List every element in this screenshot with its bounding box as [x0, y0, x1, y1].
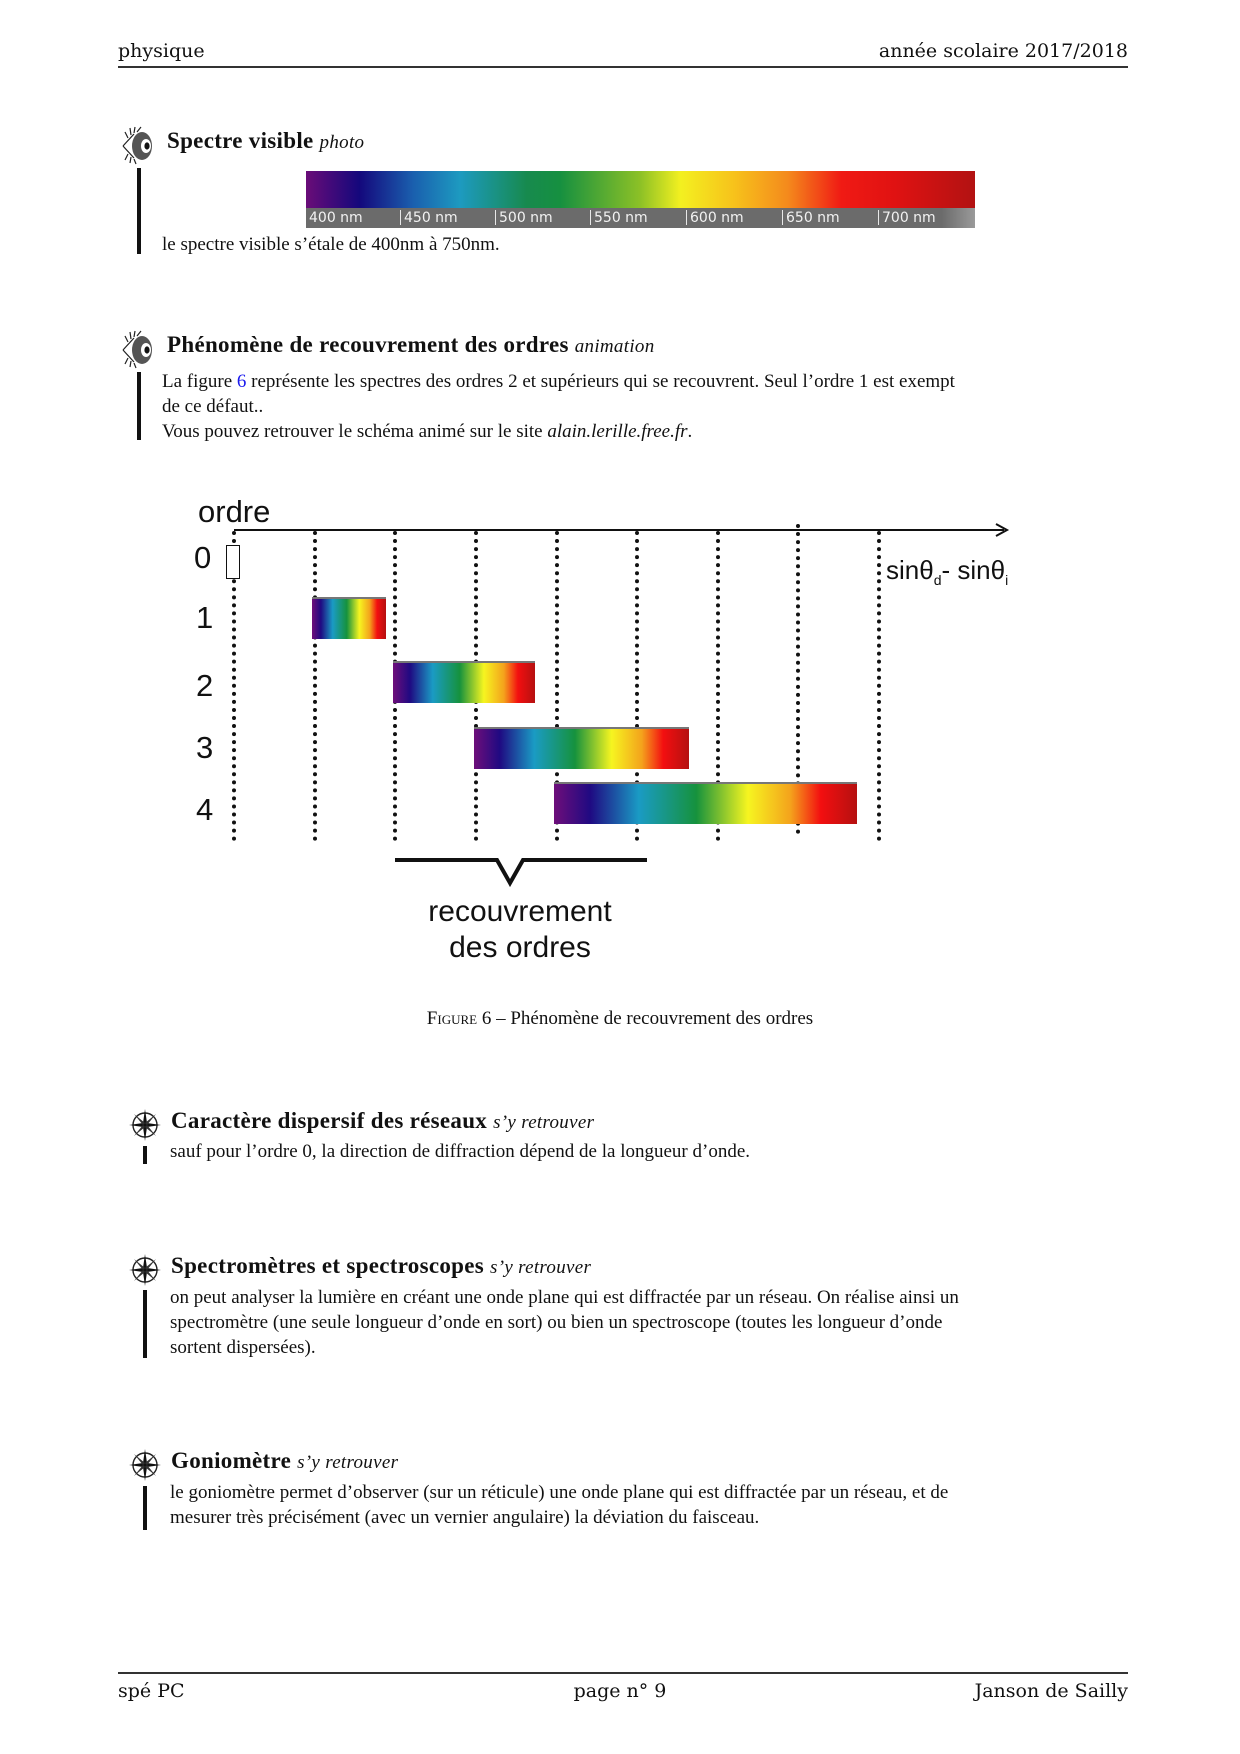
order-label-1: 1 — [196, 600, 214, 635]
spectrum-colors — [306, 171, 975, 208]
section-bar — [143, 1290, 147, 1358]
spectrum-scale — [306, 208, 975, 228]
section-bar — [143, 1486, 147, 1530]
section-bar — [137, 372, 141, 440]
tick-label: 600 nm — [690, 210, 744, 226]
tick-label: 550 nm — [594, 210, 648, 226]
footer-center: page n° 9 — [573, 1680, 667, 1702]
order-label-0: 0 — [194, 540, 212, 575]
section-title-recouvrement: Phénomène de recouvrement des ordres animation — [167, 332, 655, 357]
section-text: on peut analyser la lumière en créant une onde plane qui est diffractée par un réseau. On réalise ainsi un spectromètre (une seule longueur d’onde en sort) ou bien un spectroscope (toutes les longueur d’onde sortent dispersées). — [170, 1287, 959, 1358]
order-1-spectrum — [312, 597, 386, 639]
section-tag[interactable]: s’y retrouver — [297, 1452, 399, 1473]
section-title-caractere-dispersif: Caractère dispersif des réseaux s’y retrouver — [171, 1108, 595, 1133]
compass-rose-icon — [128, 1448, 162, 1482]
order-0-spectrum — [226, 545, 240, 579]
y-axis-label: ordre — [198, 494, 271, 529]
section-title-goniometre: Goniomètre s’y retrouver — [171, 1448, 399, 1473]
site-name: alain.lerille.free.fr — [547, 421, 688, 442]
x-axis-label: sinθ$_d$- sinθ$_i$ — [886, 555, 1009, 589]
footer-right: Janson de Sailly — [974, 1680, 1128, 1702]
footer-left: spé PC — [118, 1680, 185, 1702]
section-text: le goniomètre permet d’observer (sur un réticule) une onde plane qui est diffractée par un réseau, et de mesurer très précisément (avec un vernier angulaire) la déviation du faisceau. — [170, 1482, 949, 1528]
tick-label: 450 nm — [404, 210, 458, 226]
section-bar — [143, 1146, 147, 1164]
order-3-spectrum — [474, 727, 689, 769]
figure-link[interactable]: 6 — [236, 371, 247, 392]
x-axis — [234, 529, 1004, 531]
order-label-3: 3 — [196, 730, 214, 765]
grid-line — [877, 531, 881, 841]
visible-spectrum-photo — [306, 171, 975, 228]
section-bar — [137, 168, 141, 254]
eye-icon — [120, 330, 158, 370]
order-label-2: 2 — [196, 668, 214, 703]
order-label-4: 4 — [196, 792, 214, 827]
section-tag[interactable]: s’y retrouver — [490, 1257, 592, 1278]
tick-label: 500 nm — [499, 210, 553, 226]
eye-icon — [120, 126, 158, 166]
header-rule — [118, 66, 1128, 68]
tick-label: 700 nm — [882, 210, 936, 226]
section-tag[interactable]: photo — [319, 132, 365, 153]
order-4-spectrum — [554, 782, 857, 824]
section-text: le spectre visible s’étale de 400nm à 750nm. — [162, 234, 500, 255]
header-left: physique — [118, 40, 205, 62]
axis-arrow-icon — [994, 522, 1010, 538]
compass-rose-icon — [128, 1253, 162, 1287]
footer-rule — [118, 1672, 1128, 1674]
section-tag[interactable]: animation — [574, 336, 655, 357]
header-right: année scolaire 2017/2018 — [878, 40, 1128, 62]
section-text: La figure 6 représente les spectres des ordres 2 et supérieurs qui se recouvrent. Seul l’ordre 1 est exempt de ce défaut.. Vous pouvez retrouver le schéma animé sur le site alain.lerille.free.fr. — [162, 371, 955, 442]
section-tag[interactable]: s’y retrouver — [493, 1112, 595, 1133]
compass-rose-icon — [128, 1108, 162, 1142]
section-text: sauf pour l’ordre 0, la direction de diffraction dépend de la longueur d’onde. — [170, 1141, 751, 1162]
grid-line — [313, 531, 317, 841]
overlap-bracket-icon — [395, 855, 647, 890]
tick-label: 650 nm — [786, 210, 840, 226]
figure-caption: Figure 6 – Phénomène de recouvrement des ordres — [426, 1008, 814, 1029]
overlap-label: recouvrement des ordres — [428, 895, 612, 964]
order-2-spectrum — [393, 661, 535, 703]
section-title-spectrometres: Spectromètres et spectroscopes s’y retrouver — [171, 1253, 592, 1278]
tick-label: 400 nm — [309, 210, 363, 226]
section-title-spectre-visible: Spectre visible photo — [167, 128, 365, 153]
